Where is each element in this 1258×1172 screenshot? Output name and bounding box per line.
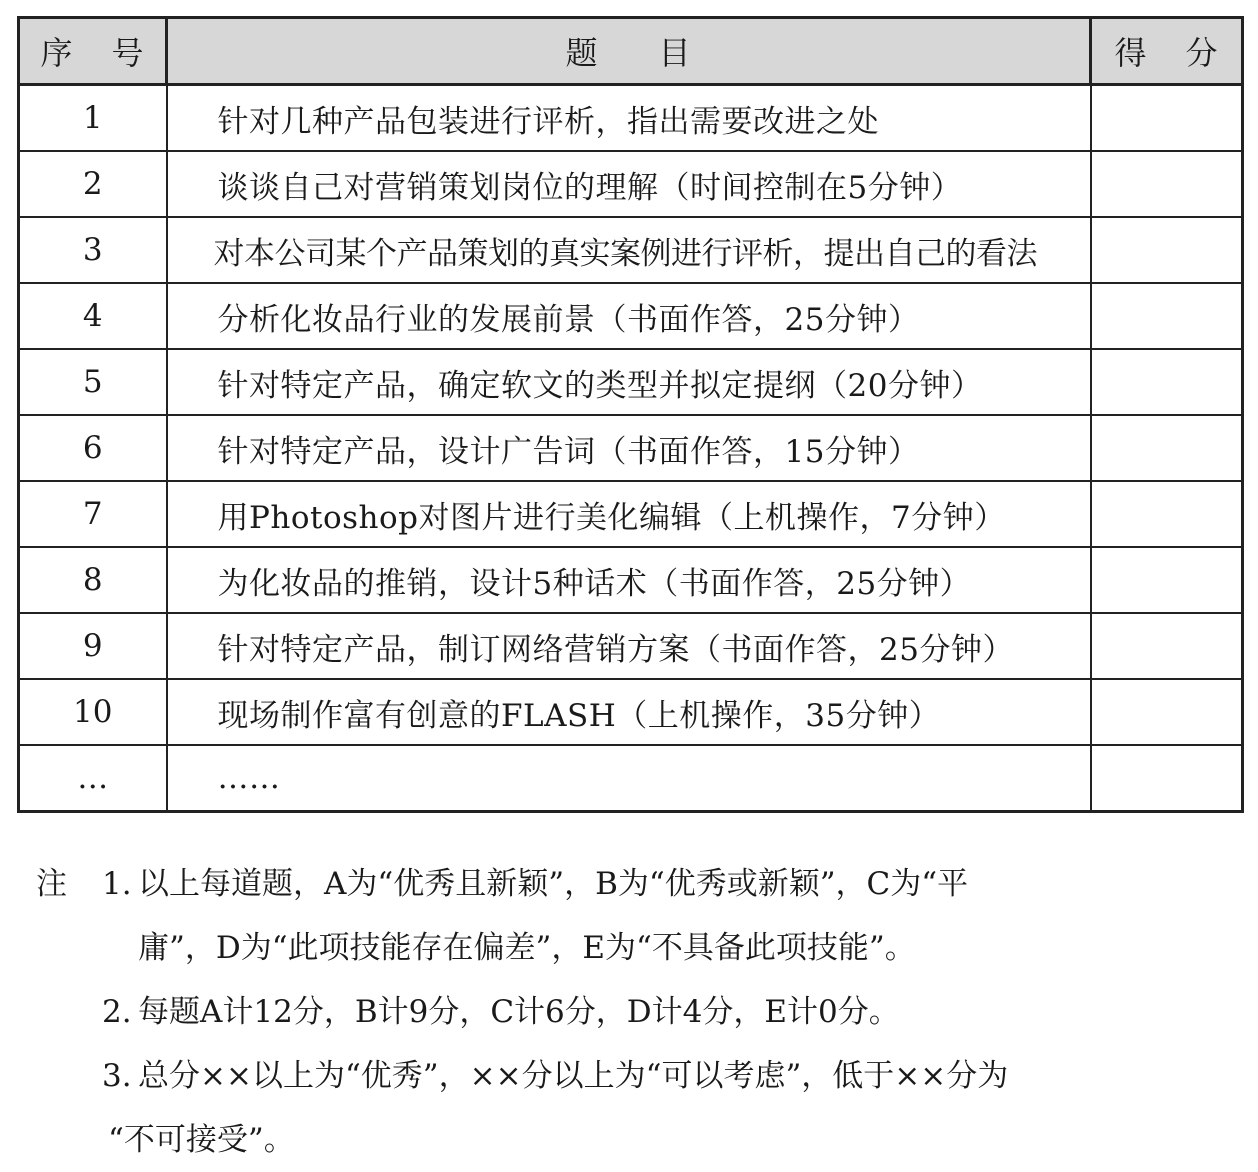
note-number: 2. [102,994,132,1030]
row-question: 针对特定产品，确定软文的类型并拟定提纲（20分钟） [167,349,1091,415]
row-number: 1 [19,85,167,152]
row-question: 针对特定产品，设计广告词（书面作答，15分钟） [167,415,1091,481]
row-number: 10 [19,679,167,745]
row-score [1091,283,1243,349]
interview-question-table [17,16,1244,813]
row-score [1091,415,1243,481]
row-score [1091,481,1243,547]
header-question: 题 目 [167,18,1091,85]
table-row [19,745,1243,812]
row-number: 8 [19,547,167,613]
notes-label: 注 [36,866,67,902]
note-item [102,1044,1226,1108]
note-item [102,980,1226,1044]
row-score [1091,151,1243,217]
table-row [19,547,1243,613]
note-text: 总分××以上为“优秀”，××分以上为“可以考虑”，低于××分为 [138,1058,1009,1094]
table-header-row [19,18,1243,85]
note-item [102,852,1226,916]
row-score [1091,217,1243,283]
note-text-continued: 庸”，D为“此项技能存在偏差”，E为“不具备此项技能”。 [138,930,916,966]
row-question: 谈谈自己对营销策划岗位的理解（时间控制在5分钟） [167,151,1091,217]
table-row [19,349,1243,415]
row-question: 为化妆品的推销，设计5种话术（书面作答，25分钟） [167,547,1091,613]
row-number: 5 [19,349,167,415]
note-number: 3. [102,1058,132,1094]
header-number: 序 号 [19,18,167,85]
row-score [1091,349,1243,415]
row-question: …… [167,745,1091,812]
table-row [19,415,1243,481]
table-row [19,679,1243,745]
row-number: 6 [19,415,167,481]
note-text: 每题A计12分，B计9分，C计6分，D计4分，E计0分。 [138,994,900,1030]
note-number: 1. [102,866,132,902]
table-row [19,613,1243,679]
note-text: 以上每道题，A为“优秀且新颖”，B为“优秀或新颖”，C为“平 [138,866,969,902]
row-score [1091,613,1243,679]
row-score [1091,679,1243,745]
row-number: 9 [19,613,167,679]
table-row [19,481,1243,547]
row-question: 对本公司某个产品策划的真实案例进行评析，提出自己的看法 [167,217,1091,283]
header-score: 得 分 [1091,18,1243,85]
notes-section [36,852,1226,1172]
row-question: 针对几种产品包装进行评析，指出需要改进之处 [167,85,1091,152]
row-score [1091,745,1243,812]
row-number: 4 [19,283,167,349]
row-number: … [19,745,167,812]
table-row [19,283,1243,349]
row-question: 现场制作富有创意的FLASH（上机操作，35分钟） [167,679,1091,745]
note-text-continued: “不可接受”。 [108,1122,295,1158]
row-number: 7 [19,481,167,547]
row-score [1091,85,1243,152]
table-row [19,217,1243,283]
row-question: 针对特定产品，制订网络营销方案（书面作答，25分钟） [167,613,1091,679]
table-row [19,85,1243,152]
row-score [1091,547,1243,613]
row-number: 2 [19,151,167,217]
row-question: 分析化妆品行业的发展前景（书面作答，25分钟） [167,283,1091,349]
table-row [19,151,1243,217]
row-number: 3 [19,217,167,283]
row-question: 用Photoshop对图片进行美化编辑（上机操作，7分钟） [167,481,1091,547]
